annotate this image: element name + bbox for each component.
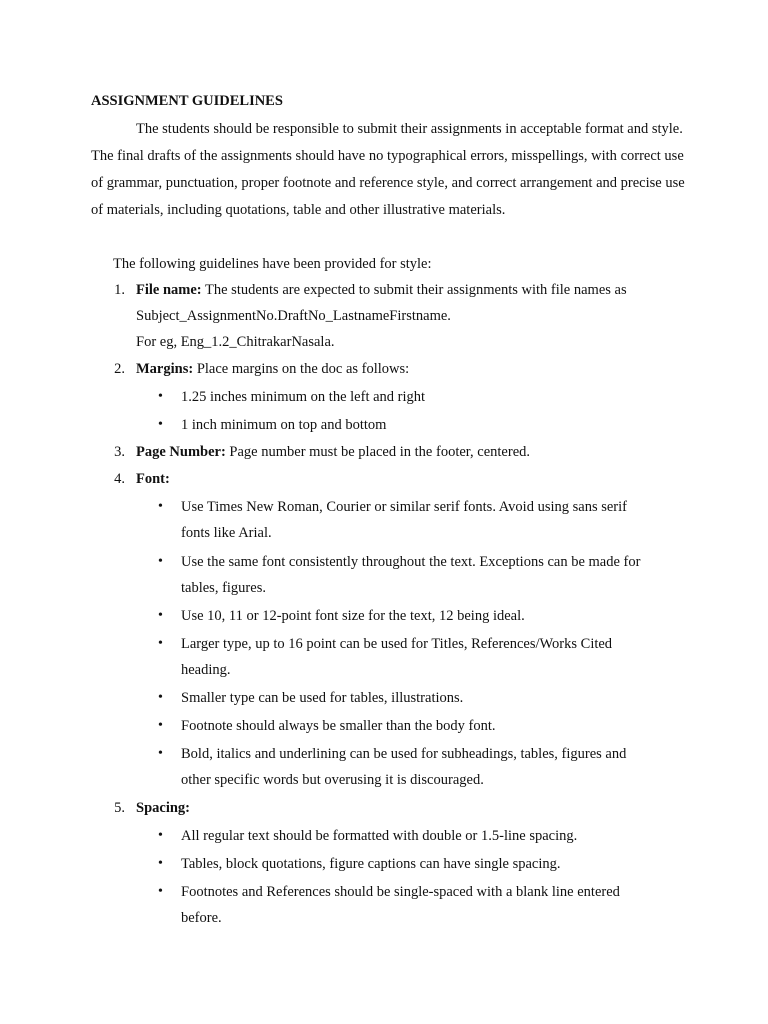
list-item (136, 282, 627, 299)
list-item (136, 471, 170, 488)
bullet-icon: • (158, 718, 163, 733)
list-number: 1. (114, 282, 125, 298)
bullet-text: Tables, block quotations, figure captions can have single spacing. (181, 856, 561, 872)
bullet-text: All regular text should be formatted with double or 1.5-line spacing. (181, 828, 578, 844)
intro-paragraph (91, 116, 691, 224)
bullet-text: Footnotes and References should be single-spaced with a blank line entered (181, 884, 620, 900)
item-continuation: Subject_AssignmentNo.DraftNo_LastnameFirstname. (136, 308, 451, 324)
bullet-text: Larger type, up to 16 point can be used for Titles, References/Works Cited (181, 636, 613, 652)
item-continuation: For eg, Eng_1.2_ChitrakarNasala. (136, 334, 335, 350)
intro-line: style. The final drafts of the assignments should have no typographical errors, misspellings, with (91, 121, 683, 164)
bullet-icon: • (158, 389, 163, 404)
bullet-icon: • (158, 690, 163, 705)
bullet-icon: • (158, 746, 163, 761)
bullet-text: 1.25 inches minimum on the left and right (181, 389, 426, 405)
item-label: Page Number: (136, 444, 226, 460)
list-item (136, 800, 190, 817)
item-text: The students are expected to submit their assignments with file names as (201, 282, 627, 298)
bullet-text: tables, figures. (181, 580, 266, 596)
list-item (136, 361, 409, 378)
bullet-text: before. (181, 910, 222, 926)
bullet-icon: • (158, 499, 163, 514)
bullet-icon: • (158, 608, 163, 623)
document-title: ASSIGNMENT GUIDELINES (91, 93, 283, 109)
bullet-text: Bold, italics and underlining can be used for subheadings, tables, figures and (181, 746, 627, 762)
bullet-icon: • (158, 884, 163, 899)
list-number: 4. (114, 471, 125, 487)
bullet-text: 1 inch minimum on top and bottom (181, 417, 387, 433)
bullet-icon: • (158, 828, 163, 843)
bullet-text: Smaller type can be used for tables, illustrations. (181, 690, 464, 706)
list-item (136, 444, 530, 461)
list-number: 5. (114, 800, 125, 816)
guidelines-lead: The following guidelines have been provided for style: (113, 256, 432, 272)
bullet-text: fonts like Arial. (181, 525, 272, 541)
bullet-icon: • (158, 417, 163, 432)
intro-line: arrangement and precise use of materials, including quotations, table and other illustrative (91, 175, 685, 218)
intro-line: materials. (448, 202, 506, 218)
list-number: 2. (114, 361, 125, 377)
item-label: Margins: (136, 361, 194, 377)
bullet-text: Use Times New Roman, Courier or similar serif fonts. Avoid using sans serif (181, 499, 627, 515)
bullet-text: Use 10, 11 or 12-point font size for the text, 12 being ideal. (181, 608, 525, 624)
bullet-text: other specific words but overusing it is discouraged. (181, 772, 484, 788)
bullet-icon: • (158, 554, 163, 569)
item-label: File name: (136, 282, 202, 298)
item-text: Page number must be placed in the footer, centered. (225, 444, 531, 460)
item-label: Spacing: (136, 800, 190, 816)
list-number: 3. (114, 444, 125, 460)
item-text: Place margins on the doc as follows: (193, 361, 410, 377)
bullet-text: Use the same font consistently throughout the text. Exceptions can be made for (181, 554, 641, 570)
intro-line: correct use of grammar, punctuation, proper footnote and reference style, and correct (91, 148, 684, 191)
bullet-text: Footnote should always be smaller than the body font. (181, 718, 496, 734)
item-label: Font: (136, 471, 170, 487)
bullet-icon: • (158, 636, 163, 651)
intro-line: The students should be responsible to submit their assignments in acceptable format and (136, 121, 649, 137)
bullet-text: heading. (181, 662, 231, 678)
bullet-icon: • (158, 856, 163, 871)
